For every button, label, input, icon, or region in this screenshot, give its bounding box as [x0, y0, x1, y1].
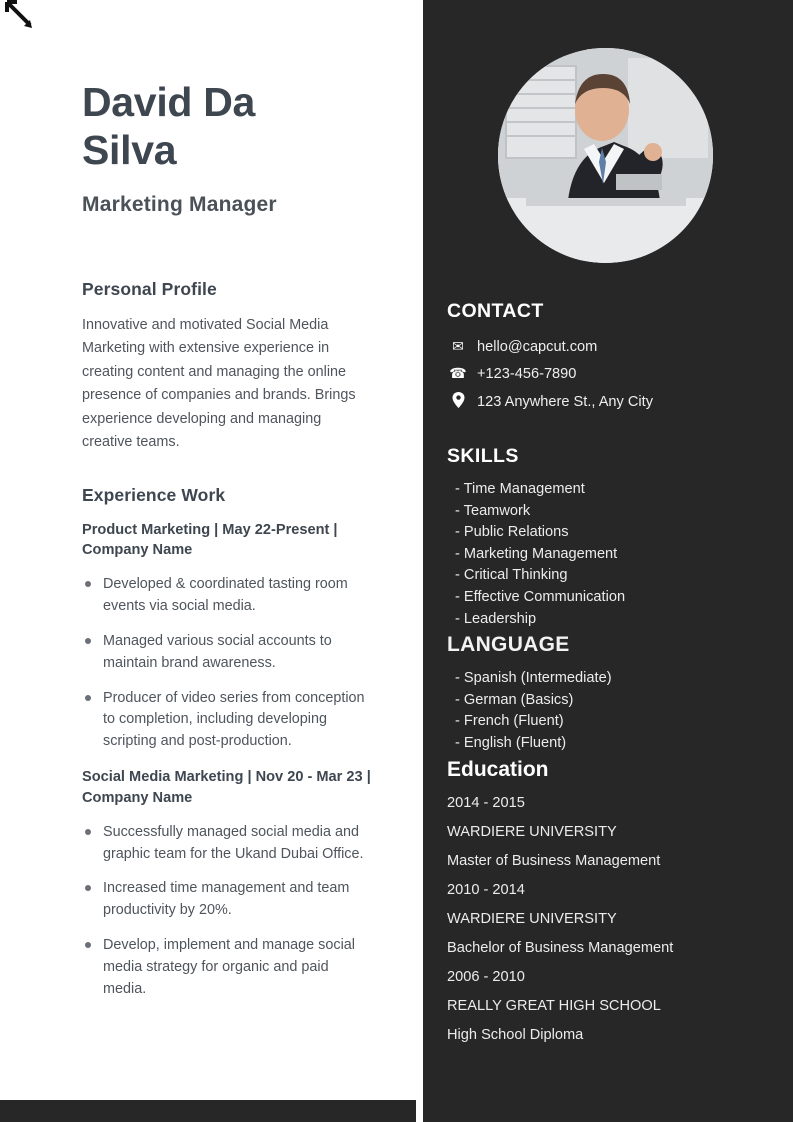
language-heading: LANGUAGE [447, 633, 570, 656]
footer-bar-left [0, 1100, 416, 1122]
list-item: - Effective Communication [455, 588, 626, 605]
contact-email-row[interactable] [447, 338, 771, 355]
job-bullets [82, 822, 375, 1001]
list-item: - Time Management [455, 481, 585, 497]
list-item: Managed various social accounts to maintain brand awareness. [82, 631, 375, 675]
education-section [447, 758, 771, 1043]
education-school: REALLY GREAT HIGH SCHOOL [447, 998, 661, 1014]
contact-phone: +123-456-7890 [477, 365, 577, 382]
education-year: 2014 - 2015 [447, 795, 525, 811]
education-degree: Master of Business Management [447, 853, 661, 869]
list-item: - Critical Thinking [455, 567, 568, 584]
column-divider [419, 0, 423, 1122]
list-item: Increased time management and team productivity by 20%. [82, 878, 375, 922]
list-item: Successfully managed social media and graphic team for the Ukand Dubai Office. [82, 822, 375, 866]
list-item: - English (Fluent) [455, 734, 567, 751]
education-degree: Bachelor of Business Management [447, 940, 674, 956]
contact-heading: CONTACT [447, 300, 544, 322]
job-role: Marketing Manager [82, 192, 277, 216]
envelope-icon: ✉ [452, 338, 464, 354]
education-school: WARDIERE UNIVERSITY [447, 911, 617, 927]
skills-heading: SKILLS [447, 445, 519, 467]
avatar [498, 48, 713, 263]
education-year: 2010 - 2014 [447, 882, 525, 898]
list-item: - Spanish (Intermediate) [455, 670, 612, 686]
experience-heading: Experience Work [82, 484, 226, 505]
page-title: David Da Silva [82, 79, 256, 174]
contact-email: hello@capcut.com [477, 338, 598, 355]
contact-address: 123 Anywhere St., Any City [477, 393, 654, 410]
education-degree: High School Diploma [447, 1027, 584, 1043]
location-pin-icon [447, 392, 469, 411]
job-heading: Product Marketing | May 22-Present | Company Name [82, 521, 338, 559]
job-bullets [82, 574, 375, 753]
education-heading: Education [447, 758, 549, 781]
list-item: - German (Basics) [455, 691, 574, 708]
education-school: WARDIERE UNIVERSITY [447, 824, 617, 840]
skills-section [447, 445, 771, 630]
personal-profile-section [82, 279, 375, 455]
language-section [447, 633, 771, 754]
list-item: - Leadership [455, 610, 537, 627]
list-item: Develop, implement and manage social media strategy for organic and paid media. [82, 935, 375, 1001]
contact-section [447, 300, 771, 421]
right-column [423, 0, 793, 1098]
education-year: 2006 - 2010 [447, 969, 525, 985]
contact-list [447, 338, 771, 411]
list-item: Producer of video series from conception to completion, including developing scripting and post-production. [82, 688, 375, 754]
list-item: - Public Relations [455, 524, 569, 541]
language-list [447, 668, 771, 754]
mouse-cursor-icon [4, 0, 38, 34]
footer-bar-right [423, 1098, 793, 1122]
personal-profile-heading: Personal Profile [82, 278, 217, 299]
phone-icon: ☎ [449, 365, 467, 381]
experience-section [82, 485, 375, 1001]
list-item: - Teamwork [455, 502, 531, 519]
skills-list [447, 479, 771, 630]
job-heading: Social Media Marketing | Nov 20 - Mar 23 | Company Name [82, 769, 371, 806]
list-item: Developed & coordinated tasting room events via social media. [82, 574, 375, 618]
contact-phone-row[interactable] [447, 365, 771, 382]
list-item: - French (Fluent) [455, 713, 564, 730]
contact-address-row[interactable] [447, 392, 771, 411]
list-item: - Marketing Management [455, 545, 618, 562]
personal-profile-text: Innovative and motivated Social Media Marketing with extensive experience in creating content and managing the online presence of companies and brands. Brings experience developing and managing creative teams. [82, 316, 356, 451]
